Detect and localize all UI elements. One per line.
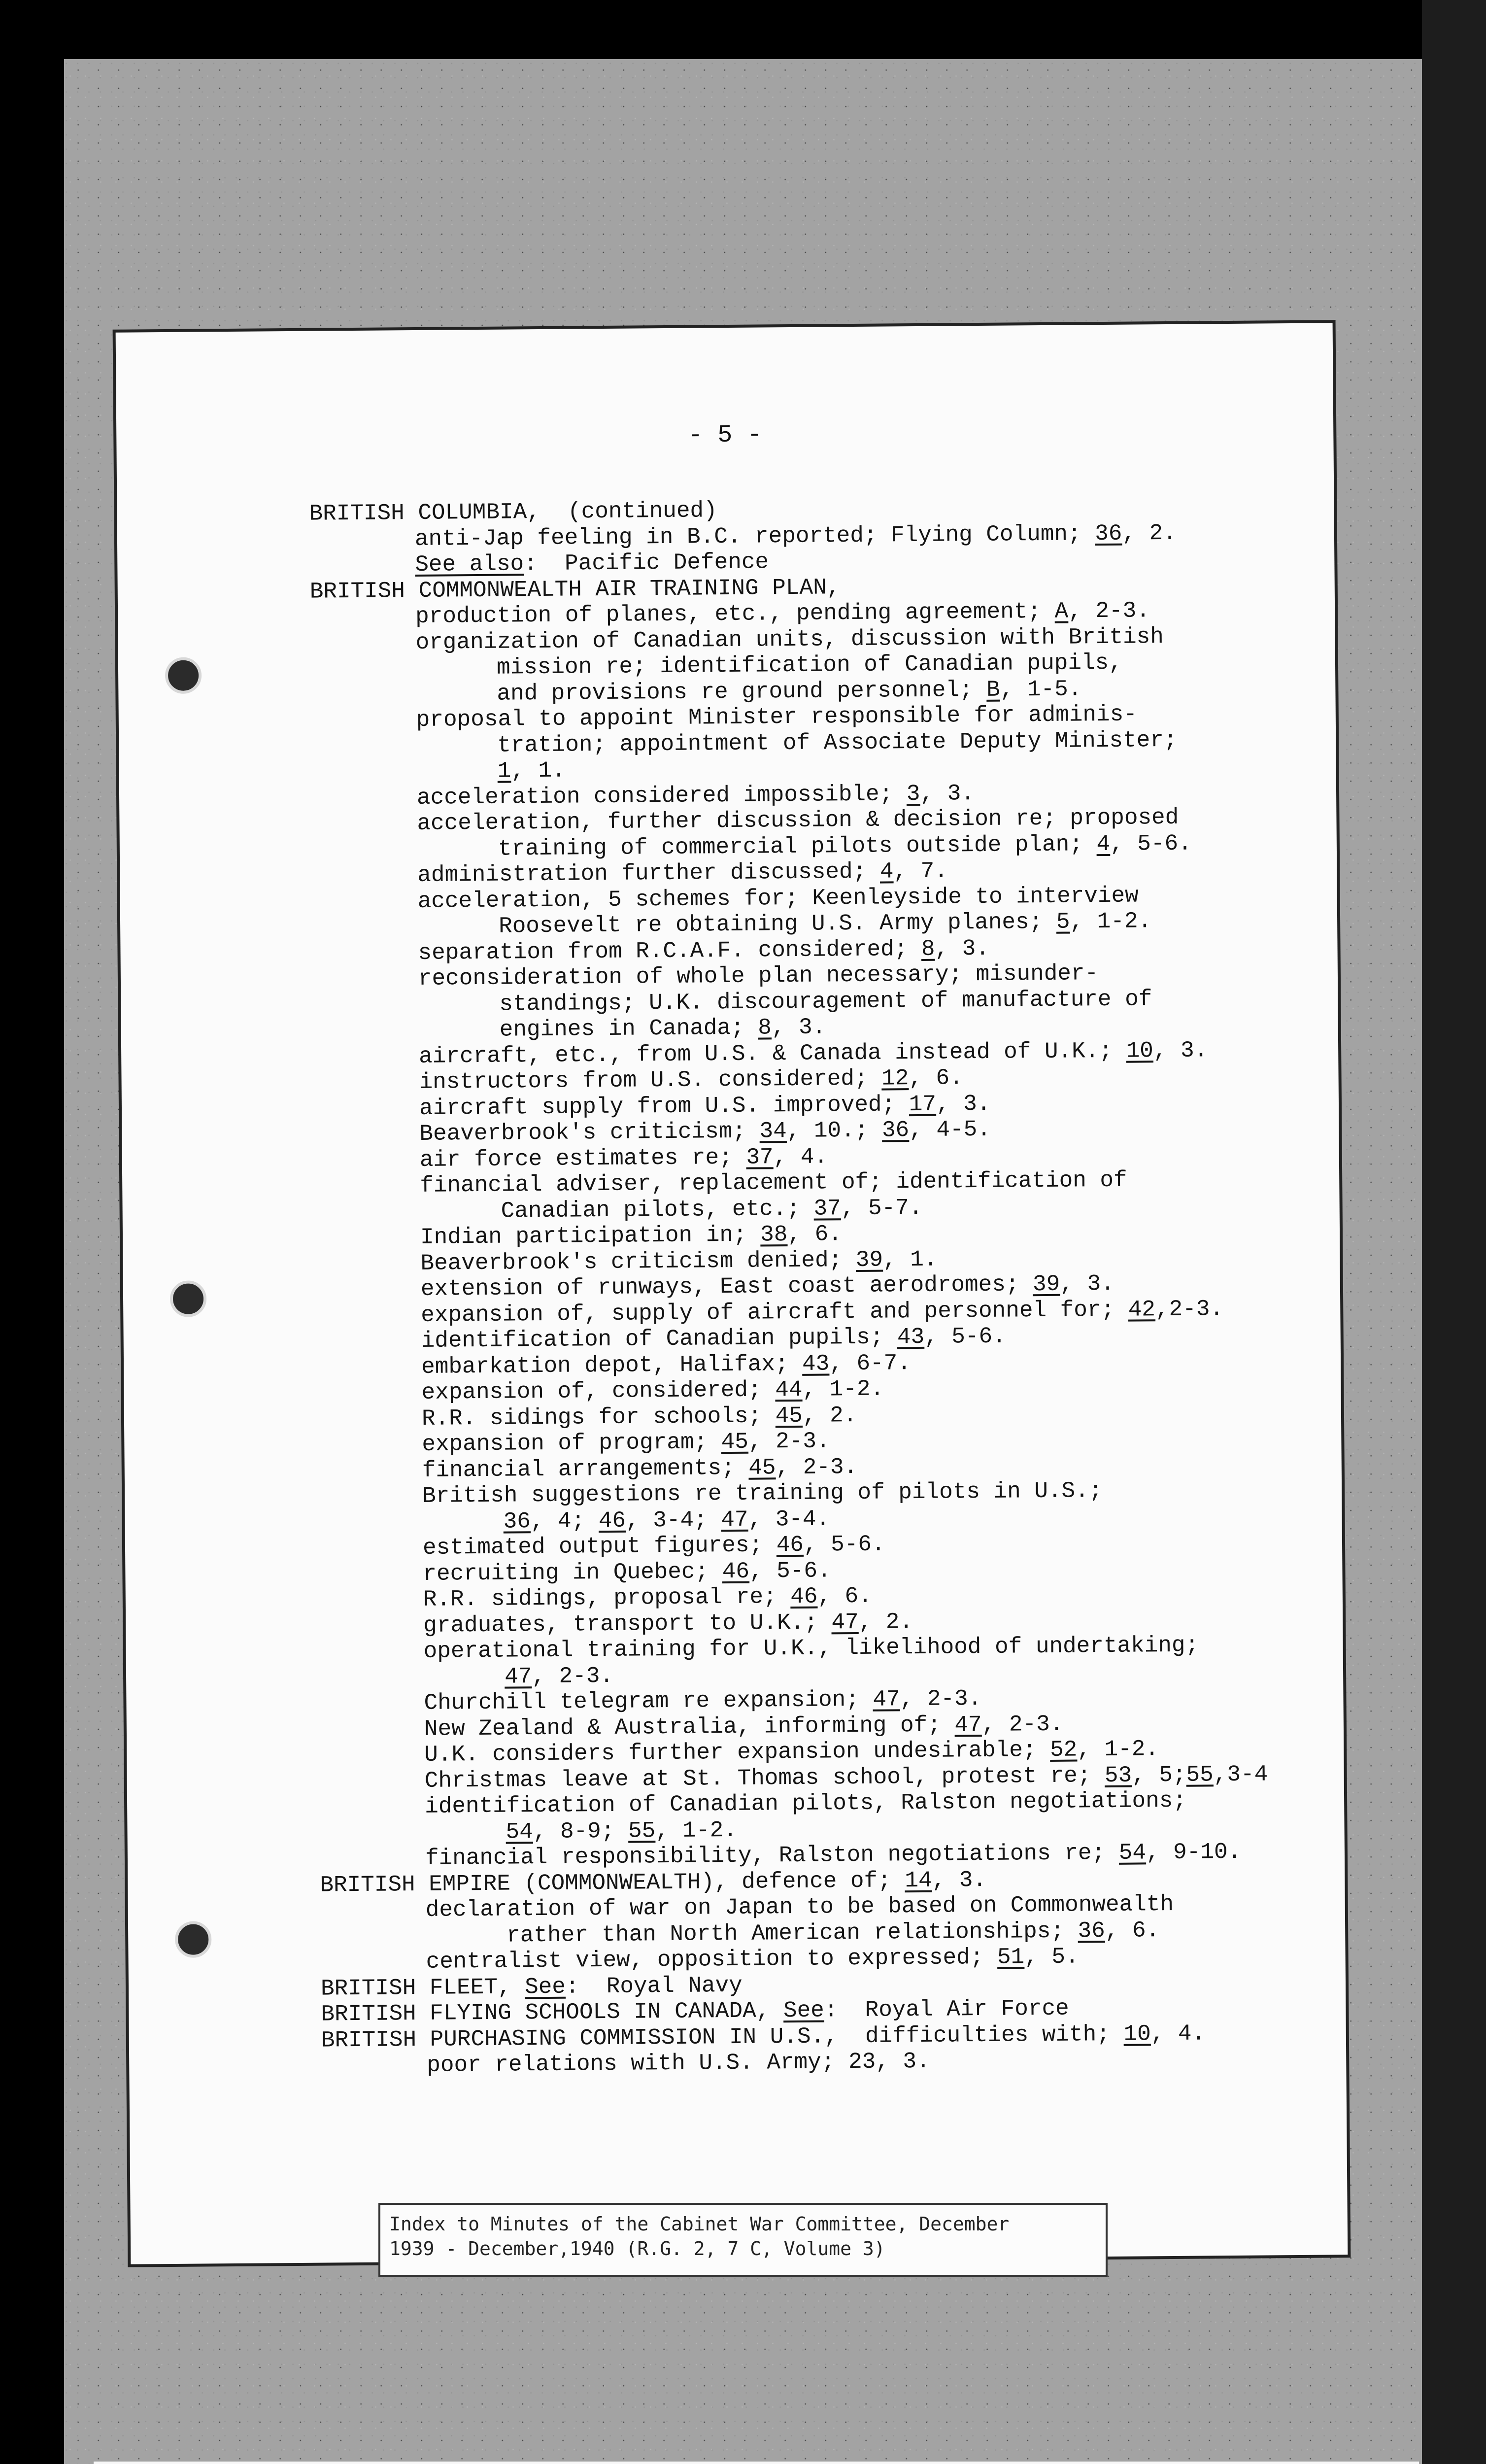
page-reference: 36 bbox=[1094, 520, 1122, 547]
page-reference: 45 bbox=[775, 1403, 803, 1429]
index-entries bbox=[309, 493, 1331, 2080]
page-reference: See bbox=[524, 1974, 566, 2000]
entry-text: , 2. bbox=[858, 1608, 913, 1635]
page-reference: 4 bbox=[1096, 831, 1111, 857]
page-reference: 4 bbox=[879, 858, 894, 885]
entry-text: , 3. bbox=[1060, 1270, 1114, 1297]
entry-text: and provisions re ground personnel; bbox=[497, 677, 987, 707]
entry-text: expansion of, considered; bbox=[421, 1377, 776, 1405]
entry-text: declaration of war on Japan to be based on Commonwealth bbox=[425, 1891, 1174, 1923]
entry-text: , 3. bbox=[932, 1867, 987, 1893]
entry-text: , 1. bbox=[882, 1246, 938, 1273]
page-reference: 37 bbox=[746, 1144, 774, 1170]
entry-text: operational training for U.K., likelihood of undertaking; bbox=[423, 1632, 1199, 1664]
punch-hole-bottom bbox=[175, 1921, 212, 1958]
entry-text: , 1. bbox=[511, 757, 566, 784]
entry-text: U.K. considers further expansion undesirable; bbox=[424, 1737, 1050, 1768]
entry-text: , 9-10. bbox=[1146, 1839, 1242, 1866]
page-reference: 47 bbox=[873, 1686, 900, 1712]
entry-text: R.R. sidings for schools; bbox=[421, 1403, 776, 1432]
page-reference: 36 bbox=[881, 1117, 910, 1143]
page-reference: 55 bbox=[628, 1817, 656, 1844]
entry-text: New Zealand & Australia, informing of; bbox=[424, 1711, 955, 1742]
entry-text: graduates, transport to U.K.; bbox=[423, 1609, 832, 1639]
entry-text: Beaverbrook's criticism denied; bbox=[420, 1247, 856, 1276]
entry-text: identification of Canadian pilots, Ralston negotiations; bbox=[424, 1787, 1187, 1819]
entry-text: recruiting in Quebec; bbox=[423, 1558, 722, 1587]
entry-text: reconsideration of whole plan necessary; misunder- bbox=[418, 960, 1099, 992]
archives-banner bbox=[94, 2462, 1419, 2464]
entry-text: , 3-4; bbox=[625, 1506, 721, 1534]
page-reference: 10 bbox=[1126, 1037, 1154, 1064]
page-reference: 46 bbox=[722, 1558, 750, 1584]
entry-text: , 2-3. bbox=[532, 1663, 614, 1689]
entry-text: mission re; identification of Canadian pupils, bbox=[496, 650, 1122, 681]
page-reference: 10 bbox=[1123, 2020, 1151, 2047]
caption-line-2: 1939 - December,1940 (R.G. 2, 7 C, Volume 3) bbox=[389, 2238, 885, 2259]
page-reference: 44 bbox=[775, 1376, 803, 1403]
entry-text: British suggestions re training of pilots in U.S.; bbox=[422, 1478, 1103, 1509]
entry-text: , 3. bbox=[771, 1014, 826, 1041]
entry-text: BRITISH COLUMBIA, (continued) bbox=[309, 498, 717, 527]
page-reference: See also bbox=[415, 551, 524, 578]
entry-text: expansion of program; bbox=[422, 1429, 721, 1457]
entry-text: , 2. bbox=[1122, 520, 1177, 547]
entry-text: , 2. bbox=[802, 1402, 857, 1429]
page-reference: A bbox=[1054, 598, 1069, 624]
entry-text: , 7. bbox=[893, 858, 948, 885]
entry-text: , 1-2. bbox=[1077, 1736, 1159, 1763]
entry-text: expansion of, supply of aircraft and personnel for; bbox=[421, 1297, 1128, 1328]
page-reference: 46 bbox=[776, 1532, 804, 1558]
entry-text: , 1-2. bbox=[655, 1817, 738, 1844]
entry-text: engines in Canada; bbox=[499, 1015, 758, 1043]
page-reference: B bbox=[986, 677, 1000, 703]
page-reference: 54 bbox=[1118, 1840, 1147, 1866]
entry-text: , 2-3. bbox=[748, 1428, 830, 1455]
film-edge bbox=[1422, 0, 1486, 2464]
page-reference: 47 bbox=[721, 1506, 748, 1533]
entry-text: , 4; bbox=[530, 1507, 599, 1534]
entry-text: Roosevelt re obtaining U.S. Army planes; bbox=[498, 909, 1057, 939]
entry-text: , 5-6. bbox=[803, 1531, 885, 1558]
page-reference: 51 bbox=[997, 1944, 1025, 1970]
page-reference: 5 bbox=[1056, 909, 1070, 935]
entry-text: BRITISH FLEET, bbox=[320, 1974, 525, 2002]
entry-text: organization of Canadian units, discussion with British bbox=[415, 623, 1164, 655]
page-reference: 43 bbox=[802, 1350, 830, 1377]
entry-text: R.R. sidings, proposal re; bbox=[423, 1584, 791, 1612]
page-reference: 3 bbox=[906, 781, 920, 807]
page-reference: 45 bbox=[748, 1454, 776, 1481]
entry-text: : Pacific Defence bbox=[523, 549, 769, 577]
punch-hole-middle bbox=[170, 1280, 207, 1317]
entry-text: separation from R.C.A.F. considered; bbox=[418, 936, 922, 966]
entry-text: tration; appointment of Associate Deputy Minister; bbox=[497, 727, 1178, 758]
punch-hole-top bbox=[165, 657, 202, 694]
entry-text: Canadian pilots, etc.; bbox=[501, 1196, 814, 1224]
page-reference: 47 bbox=[504, 1663, 532, 1690]
entry-text: financial adviser, replacement of; identification of bbox=[420, 1167, 1127, 1198]
page-reference: 53 bbox=[1104, 1762, 1132, 1788]
entry-text: , 1-2. bbox=[1070, 908, 1152, 935]
entry-text: Indian participation in; bbox=[420, 1222, 761, 1250]
entry-text: estimated output figures; bbox=[422, 1532, 777, 1561]
entry-text: , 3. bbox=[935, 935, 990, 962]
page-reference: 46 bbox=[598, 1507, 626, 1534]
entry-text: , 6-7. bbox=[829, 1350, 912, 1376]
page-reference: 39 bbox=[1032, 1271, 1060, 1298]
entry-text: anti-Jap feeling in B.C. reported; Flying Column; bbox=[414, 520, 1095, 552]
entry-text: , 8-9; bbox=[533, 1818, 629, 1845]
entry-text: , 1-2. bbox=[802, 1376, 884, 1403]
entry-text: Churchill telegram re expansion; bbox=[424, 1686, 873, 1716]
entry-text: , 2-3. bbox=[900, 1686, 982, 1712]
page-reference: 36 bbox=[1078, 1917, 1105, 1944]
entry-text: acceleration, 5 schemes for; Keenleyside to interview bbox=[417, 882, 1139, 914]
entry-text: training of commercial pilots outside plan; bbox=[498, 831, 1097, 862]
entry-text: identification of Canadian pupils; bbox=[421, 1324, 898, 1354]
caption-line-1: Index to Minutes of the Cabinet War Committee, December bbox=[389, 2213, 1010, 2235]
entry-text: , 3-4. bbox=[748, 1506, 830, 1533]
entry-text: ,2-3. bbox=[1155, 1296, 1224, 1322]
entry-text: , 6. bbox=[817, 1583, 873, 1609]
entry-text: ,3-4 bbox=[1213, 1761, 1268, 1787]
entry-text: Beaverbrook's criticism; bbox=[419, 1118, 760, 1147]
entry-text: , 4-5. bbox=[909, 1116, 991, 1143]
entry-text: financial arrangements; bbox=[422, 1455, 749, 1483]
entry-text: , 5; bbox=[1131, 1762, 1186, 1788]
page-reference: 46 bbox=[790, 1583, 818, 1610]
entry-text: , 2-3. bbox=[981, 1711, 1064, 1738]
page-reference: 38 bbox=[760, 1222, 788, 1248]
entry-text: , 4. bbox=[773, 1143, 828, 1170]
page-reference: 52 bbox=[1049, 1737, 1078, 1763]
entry-text: aircraft supply from U.S. improved; bbox=[419, 1091, 909, 1121]
entry-text: embarkation depot, Halifax; bbox=[421, 1351, 803, 1380]
entry-text: , 3. bbox=[936, 1091, 991, 1117]
entry-text: instructors from U.S. considered; bbox=[419, 1065, 882, 1095]
page-number: - 5 - bbox=[688, 421, 762, 450]
entry-text: air force estimates re; bbox=[419, 1144, 746, 1173]
entry-text: , 5. bbox=[1024, 1944, 1079, 1970]
entry-text: poor relations with U.S. Army; 23, 3. bbox=[427, 2048, 930, 2078]
entry-text: acceleration considered impossible; bbox=[416, 781, 907, 811]
entry-text: , 3. bbox=[920, 780, 975, 807]
entry-text: BRITISH COMMONWEALTH AIR TRAINING PLAN, bbox=[309, 574, 841, 605]
entry-text: , 5-6. bbox=[924, 1323, 1006, 1350]
page-reference: 47 bbox=[831, 1609, 859, 1635]
entry-text: standings; U.K. discouragement of manufacture of bbox=[499, 986, 1152, 1017]
page-reference: 36 bbox=[503, 1508, 531, 1535]
page-reference: 47 bbox=[954, 1711, 982, 1738]
entry-text: BRITISH FLYING SCHOOLS IN CANADA, bbox=[321, 1998, 784, 2027]
entry-text: , 6. bbox=[787, 1221, 843, 1248]
entry-text: financial responsibility, Ralston negotiations re; bbox=[425, 1840, 1119, 1871]
entry-text: aircraft, etc., from U.S. & Canada instead of U.K.; bbox=[418, 1038, 1126, 1069]
entry-text: administration further discussed; bbox=[417, 858, 880, 888]
page-reference: 12 bbox=[881, 1065, 909, 1092]
page-reference: 39 bbox=[855, 1247, 883, 1273]
entry-text: BRITISH PURCHASING COMMISSION IN U.S., difficulties with; bbox=[321, 2021, 1124, 2053]
entry-text: acceleration, further discussion & decision re; proposed bbox=[417, 804, 1179, 836]
page-reference: 42 bbox=[1128, 1296, 1156, 1323]
entry-text: , 3. bbox=[1153, 1037, 1208, 1063]
entry-text: , 5-6. bbox=[749, 1557, 831, 1584]
page-reference: 37 bbox=[813, 1195, 841, 1222]
document-page bbox=[116, 323, 1348, 2264]
page-reference: 17 bbox=[909, 1091, 937, 1117]
page-reference: 1 bbox=[497, 758, 511, 784]
entry-text: , 6. bbox=[1105, 1917, 1160, 1944]
page-reference: 34 bbox=[759, 1118, 787, 1144]
entry-text: rather than North American relationships; bbox=[507, 1918, 1078, 1949]
entry-text: BRITISH EMPIRE (COMMONWEALTH), defence of; bbox=[320, 1867, 905, 1898]
entry-text: , 2-3. bbox=[1068, 598, 1150, 624]
entry-text: , 5-7. bbox=[841, 1195, 923, 1221]
page-reference: 14 bbox=[905, 1867, 932, 1893]
page-reference: 45 bbox=[721, 1429, 749, 1455]
entry-text: : Royal Navy bbox=[565, 1972, 743, 2000]
page-reference: 43 bbox=[897, 1324, 925, 1350]
page-reference: 54 bbox=[506, 1818, 533, 1845]
entry-text: , 10.; bbox=[786, 1117, 882, 1144]
entry-text: : Royal Air Force bbox=[824, 1995, 1069, 2023]
page-reference: 55 bbox=[1186, 1761, 1214, 1788]
page-reference: 8 bbox=[921, 936, 935, 962]
entry-text: proposal to appoint Minister responsible for adminis- bbox=[416, 701, 1138, 733]
microfilm-caption bbox=[378, 2203, 1108, 2277]
entry-text: production of planes, etc., pending agreement; bbox=[415, 598, 1055, 629]
entry-text: , 2-3. bbox=[776, 1454, 858, 1480]
page-reference: See bbox=[783, 1997, 825, 2024]
entry-text: , 5-6. bbox=[1110, 830, 1192, 857]
entry-text: , 1-5. bbox=[1000, 676, 1082, 703]
entry-text: Christmas leave at St. Thomas school, protest re; bbox=[424, 1762, 1105, 1794]
page-reference: 8 bbox=[758, 1015, 772, 1041]
entry-text: extension of runways, East coast aerodromes; bbox=[420, 1271, 1033, 1302]
entry-text: centralist view, opposition to expressed; bbox=[426, 1944, 998, 1975]
entry-text: , 4. bbox=[1150, 2020, 1206, 2047]
entry-text: , 6. bbox=[909, 1065, 963, 1092]
